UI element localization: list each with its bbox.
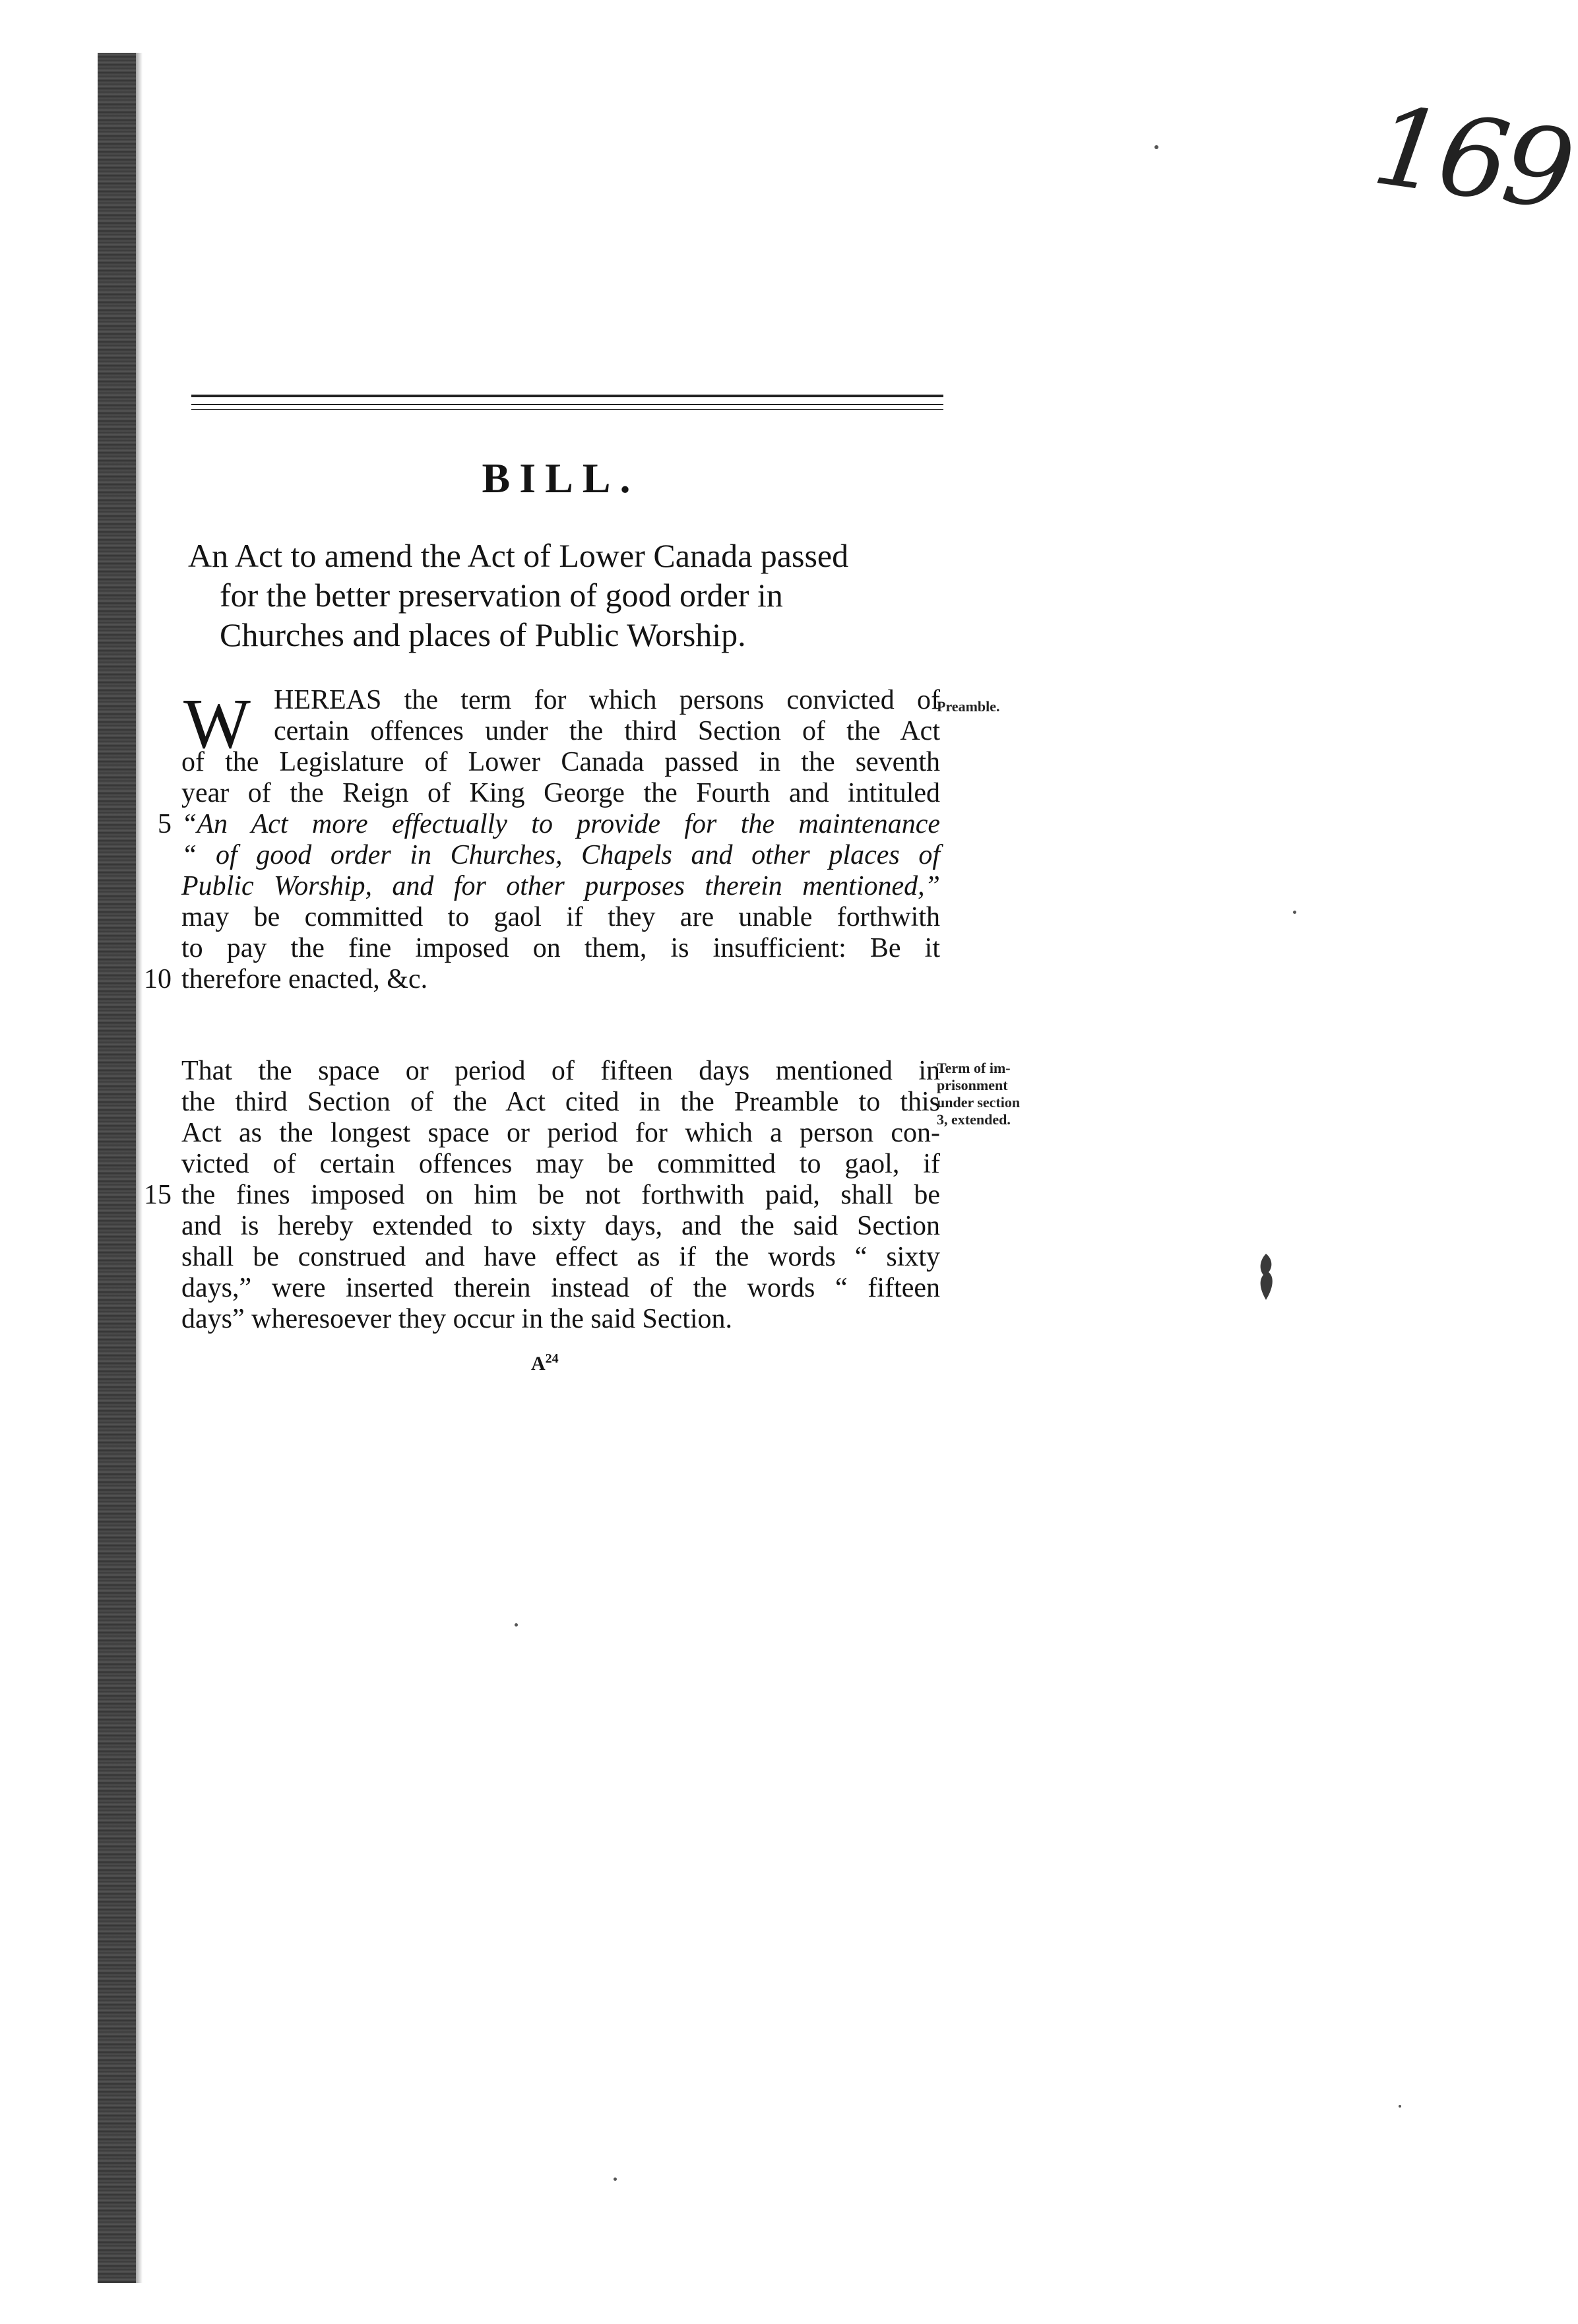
preamble-line: year of the Reign of King George the Fourth and intituled	[181, 778, 940, 808]
margin-note-line: 3, extended.	[937, 1111, 1011, 1128]
preamble-text	[181, 685, 940, 995]
binding-edge	[98, 53, 136, 2283]
section-line: victed of certain offences may be committed to gaol, if	[181, 1149, 940, 1179]
bill-heading: BILL.	[482, 455, 640, 501]
signature-number: 24	[545, 1351, 559, 1366]
preamble-line: Public Worship, and for other purposes therein mentioned,”	[181, 871, 940, 901]
margin-note-preamble	[937, 698, 1049, 715]
act-title	[188, 536, 947, 655]
margin-note-line: prisonment	[937, 1077, 1008, 1093]
line-number: 10	[144, 964, 172, 994]
section-line: and is hereby extended to sixty days, and the said Section	[181, 1211, 940, 1241]
section-line: Act as the longest space or period for which a person con-	[181, 1118, 940, 1148]
margin-note-section	[937, 1060, 1049, 1128]
act-title-line: for the better preservation of good order in	[220, 577, 783, 614]
signature-letter: A	[531, 1353, 546, 1374]
paper-speck	[1399, 2105, 1401, 2108]
section-text	[181, 1056, 940, 1335]
preamble-line: “An Act more effectually to provide for the maintenance	[181, 809, 940, 839]
section-line: shall be construed and have effect as if the words “ sixty	[181, 1242, 940, 1272]
preamble-line: of the Legislature of Lower Canada passed in the seventh	[181, 747, 940, 777]
folio-number: 169	[1366, 81, 1578, 235]
section-line: days” wheresoever they occur in the said Section.	[181, 1304, 733, 1334]
line-number: 5	[158, 809, 172, 839]
act-title-line: An Act to amend the Act of Lower Canada passed	[188, 537, 849, 574]
section-line: days,” were inserted therein instead of the words “ fifteen	[181, 1273, 940, 1303]
preamble-line: therefore enacted, &c.	[181, 964, 428, 994]
ink-blot-icon	[1257, 1252, 1277, 1301]
paper-speck	[1154, 145, 1158, 149]
preamble-line: to pay the fine imposed on them, is insufficient: Be it	[181, 933, 940, 963]
line-number: 15	[144, 1180, 172, 1210]
paper-speck	[1293, 911, 1296, 914]
top-rule-hairline	[191, 409, 943, 410]
signature-mark	[531, 1351, 559, 1375]
preamble-line: “ of good order in Churches, Chapels and other places of	[181, 840, 940, 870]
margin-note-line: under section	[937, 1094, 1021, 1111]
preamble-line: certain offences under the third Section of the Act	[274, 716, 940, 746]
paper-speck	[515, 1623, 518, 1627]
act-title-line: Churches and places of Public Worship.	[220, 616, 746, 653]
top-rule	[191, 395, 943, 397]
margin-note-line: Preamble.	[937, 698, 1000, 715]
top-rule-thin	[191, 404, 943, 405]
section-line: the third Section of the Act cited in the Preamble to this	[181, 1087, 940, 1117]
section-line: That the space or period of fifteen days mentioned in	[181, 1056, 940, 1086]
paper-speck	[614, 2178, 617, 2181]
preamble-line: may be committed to gaol if they are unable forthwith	[181, 902, 940, 932]
margin-note-line: Term of im-	[937, 1060, 1011, 1076]
section-line: the fines imposed on him be not forthwith paid, shall be	[181, 1180, 940, 1210]
dropcap: W	[183, 685, 251, 763]
preamble-line: HEREAS the term for which persons convicted of	[274, 685, 940, 715]
